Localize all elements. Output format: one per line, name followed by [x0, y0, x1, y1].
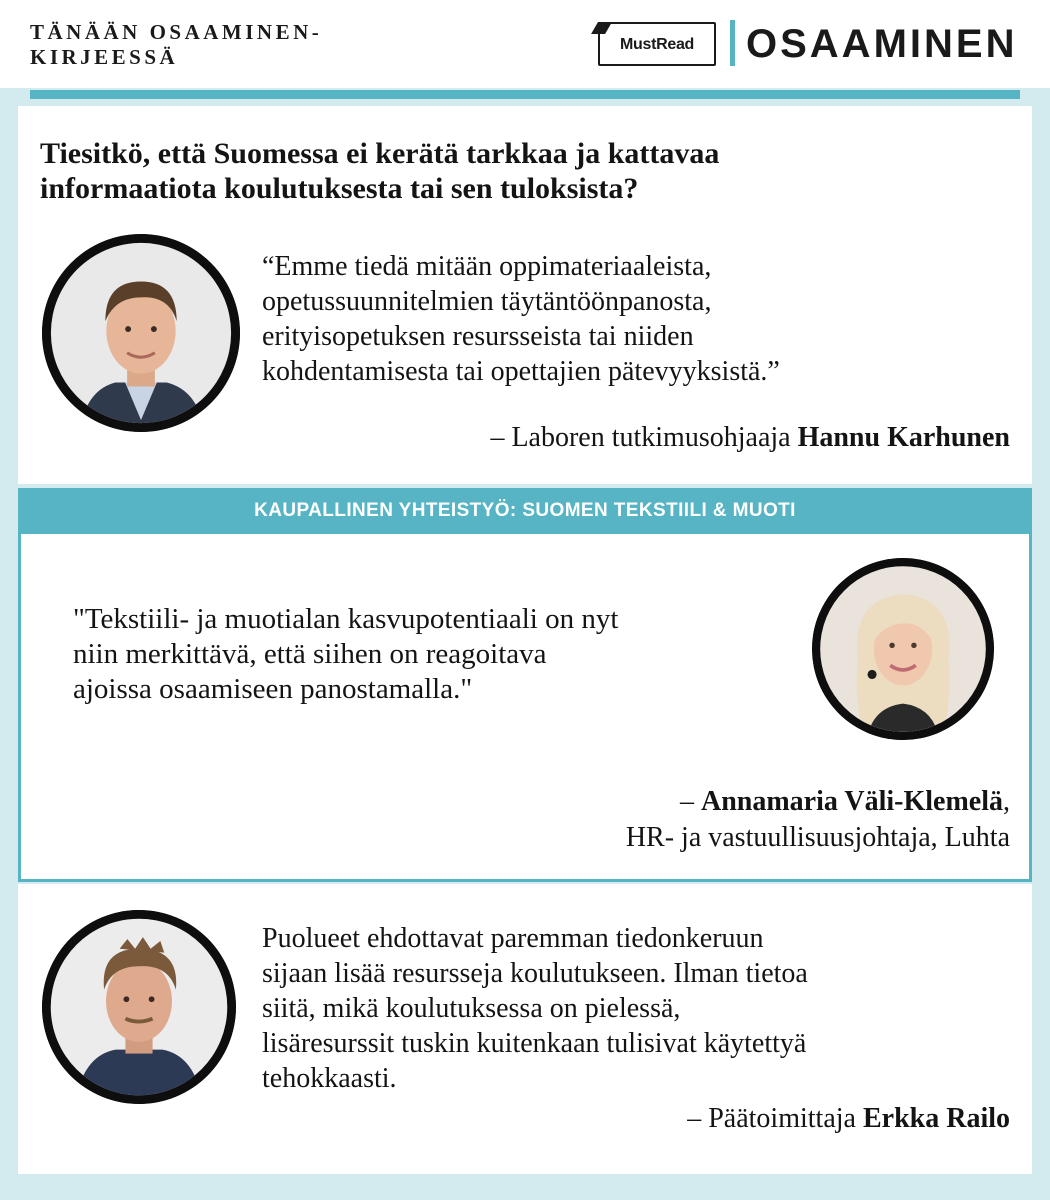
- header: [0, 0, 1050, 88]
- attribution-dash: –: [679, 786, 694, 817]
- quote-line: niin merkittävä, että siihen on reagoitava: [73, 638, 547, 670]
- accent-rule: [30, 90, 1020, 99]
- avatar-annamaria-vali-klemela: [812, 558, 994, 740]
- sponsored-label-band: KAUPALLINEN YHTEISTYÖ: SUOMEN TEKSTIILI & MUOTI: [18, 488, 1032, 534]
- logo-divider: [730, 20, 735, 66]
- quote-line: "Tekstiili- ja muotialan kasvupotentiaali on nyt: [73, 603, 619, 635]
- attribution-name: Hannu Karhunen: [797, 422, 1010, 453]
- sponsored-attribution: [310, 785, 1010, 819]
- comment-line: siitä, mikä koulutuksessa on pielessä,: [262, 993, 681, 1024]
- editor-comment-card: [18, 884, 1032, 1174]
- editor-attribution: [310, 1102, 1010, 1136]
- attribution-title: HR- ja vastuullisuusjohtaja, Luhta: [625, 822, 1010, 853]
- headline-line: informaatiota koulutuksesta tai sen tuloksista?: [40, 172, 639, 205]
- quote-attribution: [250, 421, 1010, 455]
- comment-line: Puolueet ehdottavat paremman tiedonkeruun: [262, 923, 764, 954]
- attribution-name: Erkka Railo: [862, 1103, 1010, 1134]
- quote-line: erityisopetuksen resursseista tai niiden: [262, 321, 694, 352]
- woman-portrait-icon: [812, 558, 994, 740]
- mustread-logo: [598, 22, 716, 66]
- newsletter-kicker: [30, 20, 430, 70]
- attribution-comma: ,: [1003, 786, 1010, 817]
- avatar-hannu-karhunen: [42, 234, 240, 432]
- comment-line: sijaan lisää resursseja koulutukseen. Ilman tietoa: [262, 958, 808, 989]
- sponsored-quote: [73, 602, 818, 707]
- man-portrait-icon: [42, 910, 236, 1104]
- man-portrait-icon: [42, 234, 240, 432]
- kicker-line: KIRJEESSÄ: [30, 45, 179, 69]
- sponsored-quote-card: [18, 534, 1032, 882]
- comment-line: lisäresurssit tuskin kuitenkaan tulisivat käytettyä: [262, 1028, 807, 1059]
- comment-line: tehokkaasti.: [262, 1063, 397, 1094]
- attribution-role: – Laboren tutkimusohjaaja: [490, 422, 791, 453]
- mustread-logo-text: MustRead: [619, 36, 695, 53]
- quote-line: ajoissa osaamiseen panostamalla.": [73, 673, 473, 705]
- brand-wordmark: OSAAMINEN: [746, 22, 1018, 66]
- quote-line: “Emme tiedä mitään oppimateriaaleista,: [262, 251, 712, 282]
- attribution-name: Annamaria Väli-Klemelä: [700, 786, 1003, 817]
- quote-line: kohdentamisesta tai opettajien pätevyyksistä.”: [262, 356, 780, 387]
- attribution-role: – Päätoimittaja: [687, 1103, 856, 1134]
- kicker-line: TÄNÄÄN OSAAMINEN-: [30, 20, 323, 44]
- expert-quote: [262, 249, 1032, 389]
- expert-quote-card: [18, 106, 1032, 484]
- headline-line: Tiesitkö, että Suomessa ei kerätä tarkkaa ja kattavaa: [40, 137, 720, 170]
- headline: [40, 136, 1010, 206]
- editor-comment: [262, 921, 1032, 1096]
- quote-line: opetussuunnitelmien täytäntöönpanosta,: [262, 286, 712, 317]
- avatar-erkka-railo: [42, 910, 236, 1104]
